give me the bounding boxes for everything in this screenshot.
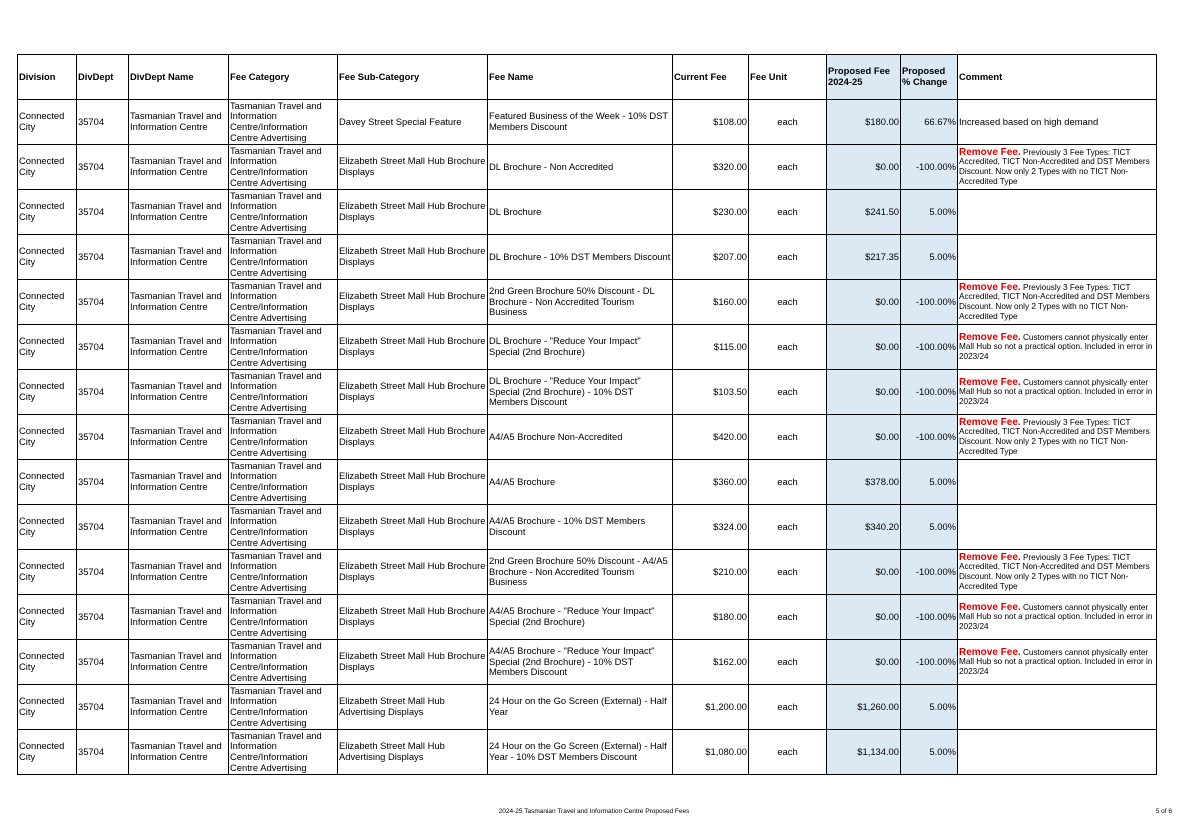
cell-current-fee: $320.00 [673, 145, 749, 190]
cell-divdept-name: Tasmanian Travel and Information Centre [129, 145, 229, 190]
cell-proposed-fee: $0.00 [827, 550, 901, 595]
cell-fee-category: Tasmanian Travel and Information Centre/Information Centre Advertising [229, 460, 338, 505]
cell-fee-category: Tasmanian Travel and Information Centre/Information Centre Advertising [229, 325, 338, 370]
cell-fee-category: Tasmanian Travel and Information Centre/Information Centre Advertising [229, 595, 338, 640]
table-row [18, 595, 1157, 640]
comment-text: Previously 3 Fee Types: TICT Accredited, TICT Non-Accredited and DST Members Discount. Now only 2 Types with no TICT Non-Accredited Type [959, 417, 1150, 456]
cell-proposed-pct: -100.00% [901, 145, 958, 190]
cell-current-fee: $115.00 [673, 325, 749, 370]
cell-divdept-name: Tasmanian Travel and Information Centre [129, 100, 229, 145]
comment-text: Previously 3 Fee Types: TICT Accredited, TICT Non-Accredited and DST Members Discount. Now only 2 Types with no TICT Non-Accredited Type [959, 282, 1150, 321]
cell-fee-subcategory: Davey Street Special Feature [338, 100, 488, 145]
remove-fee-label: Remove Fee. [959, 331, 1021, 343]
cell-comment [958, 190, 1157, 235]
cell-proposed-fee: $1,134.00 [827, 730, 901, 775]
cell-division: Connected City [18, 595, 77, 640]
cell-proposed-fee: $241.50 [827, 190, 901, 235]
cell-comment [958, 415, 1157, 460]
comment-text: Customers cannot physically enter Mall Hub so not a practical option. Included in error in 2023/24 [959, 647, 1153, 676]
cell-divdept-name: Tasmanian Travel and Information Centre [129, 370, 229, 415]
table-row [18, 235, 1157, 280]
cell-fee-unit: each [749, 235, 827, 280]
cell-fee-unit: each [749, 550, 827, 595]
comment-text: Customers cannot physically enter Mall Hub so not a practical option. Included in error in 2023/24 [959, 377, 1153, 406]
cell-current-fee: $360.00 [673, 460, 749, 505]
remove-fee-label: Remove Fee. [959, 646, 1021, 658]
cell-proposed-pct: -100.00% [901, 640, 958, 685]
cell-divdept-name: Tasmanian Travel and Information Centre [129, 415, 229, 460]
cell-proposed-fee: $0.00 [827, 640, 901, 685]
cell-proposed-fee: $0.00 [827, 325, 901, 370]
cell-proposed-fee: $0.00 [827, 415, 901, 460]
cell-divdept-name: Tasmanian Travel and Information Centre [129, 730, 229, 775]
table-row [18, 190, 1157, 235]
cell-proposed-pct: -100.00% [901, 370, 958, 415]
cell-divdept: 35704 [77, 190, 129, 235]
cell-current-fee: $230.00 [673, 190, 749, 235]
cell-current-fee: $1,200.00 [673, 685, 749, 730]
cell-fee-name: DL Brochure - "Reduce Your Impact" Special (2nd Brochure) - 10% DST Members Discount [488, 370, 673, 415]
cell-fee-unit: each [749, 100, 827, 145]
cell-fee-subcategory: Elizabeth Street Mall Hub Advertising Displays [338, 685, 488, 730]
header-proposed-pct: Proposed % Change [901, 55, 958, 100]
cell-fee-unit: each [749, 640, 827, 685]
table-row [18, 325, 1157, 370]
cell-fee-unit: each [749, 145, 827, 190]
cell-comment [958, 235, 1157, 280]
cell-fee-name: DL Brochure - 10% DST Members Discount [488, 235, 673, 280]
cell-proposed-fee: $0.00 [827, 280, 901, 325]
cell-current-fee: $162.00 [673, 640, 749, 685]
footer-title: 2024-25 Tasmanian Travel and Information Centre Proposed Fees [498, 808, 690, 815]
table-row [18, 685, 1157, 730]
cell-fee-category: Tasmanian Travel and Information Centre/Information Centre Advertising [229, 685, 338, 730]
header-fee-subcategory: Fee Sub-Category [338, 55, 488, 100]
cell-current-fee: $324.00 [673, 505, 749, 550]
cell-proposed-fee: $340.20 [827, 505, 901, 550]
cell-division: Connected City [18, 730, 77, 775]
cell-fee-subcategory: Elizabeth Street Mall Hub Brochure Displays [338, 235, 488, 280]
cell-divdept-name: Tasmanian Travel and Information Centre [129, 190, 229, 235]
comment-text: Previously 3 Fee Types: TICT Accredited, TICT Non-Accredited and DST Members Discount. Now only 2 Types with no TICT Non-Accredited Type [959, 147, 1150, 186]
cell-division: Connected City [18, 370, 77, 415]
cell-fee-category: Tasmanian Travel and Information Centre/Information Centre Advertising [229, 415, 338, 460]
header-comment: Comment [958, 55, 1157, 100]
cell-fee-name: 2nd Green Brochure 50% Discount - A4/A5 Brochure - Non Accredited Tourism Business [488, 550, 673, 595]
cell-comment [958, 100, 1157, 145]
cell-divdept-name: Tasmanian Travel and Information Centre [129, 280, 229, 325]
fees-table [17, 54, 1157, 775]
cell-proposed-pct: -100.00% [901, 280, 958, 325]
cell-fee-subcategory: Elizabeth Street Mall Hub Brochure Displays [338, 370, 488, 415]
cell-divdept: 35704 [77, 415, 129, 460]
cell-fee-name: DL Brochure [488, 190, 673, 235]
remove-fee-label: Remove Fee. [959, 376, 1021, 388]
cell-current-fee: $108.00 [673, 100, 749, 145]
cell-fee-subcategory: Elizabeth Street Mall Hub Brochure Displays [338, 460, 488, 505]
cell-comment [958, 595, 1157, 640]
cell-divdept-name: Tasmanian Travel and Information Centre [129, 595, 229, 640]
table-row [18, 145, 1157, 190]
cell-fee-category: Tasmanian Travel and Information Centre/Information Centre Advertising [229, 190, 338, 235]
cell-fee-name: DL Brochure - Non Accredited [488, 145, 673, 190]
remove-fee-label: Remove Fee. [959, 146, 1021, 158]
cell-fee-name: 2nd Green Brochure 50% Discount - DL Brochure - Non Accredited Tourism Business [488, 280, 673, 325]
cell-fee-unit: each [749, 415, 827, 460]
cell-comment [958, 325, 1157, 370]
cell-division: Connected City [18, 685, 77, 730]
cell-divdept-name: Tasmanian Travel and Information Centre [129, 325, 229, 370]
cell-fee-subcategory: Elizabeth Street Mall Hub Brochure Displays [338, 550, 488, 595]
cell-divdept: 35704 [77, 100, 129, 145]
cell-fee-subcategory: Elizabeth Street Mall Hub Brochure Displays [338, 505, 488, 550]
cell-proposed-pct: -100.00% [901, 550, 958, 595]
cell-divdept: 35704 [77, 505, 129, 550]
cell-current-fee: $160.00 [673, 280, 749, 325]
cell-division: Connected City [18, 460, 77, 505]
cell-divdept: 35704 [77, 280, 129, 325]
header-fee-name: Fee Name [488, 55, 673, 100]
table-row [18, 370, 1157, 415]
cell-fee-unit: each [749, 280, 827, 325]
header-row [18, 55, 1157, 100]
cell-comment [958, 730, 1157, 775]
cell-fee-category: Tasmanian Travel and Information Centre/Information Centre Advertising [229, 640, 338, 685]
header-division: Division [18, 55, 77, 100]
cell-divdept-name: Tasmanian Travel and Information Centre [129, 505, 229, 550]
cell-fee-subcategory: Elizabeth Street Mall Hub Brochure Displays [338, 415, 488, 460]
header-current-fee: Current Fee [673, 55, 749, 100]
cell-fee-name: 24 Hour on the Go Screen (External) - Half Year [488, 685, 673, 730]
cell-proposed-pct: -100.00% [901, 415, 958, 460]
cell-proposed-fee: $180.00 [827, 100, 901, 145]
cell-comment [958, 460, 1157, 505]
cell-divdept: 35704 [77, 325, 129, 370]
cell-comment [958, 145, 1157, 190]
cell-proposed-pct: 5.00% [901, 685, 958, 730]
cell-division: Connected City [18, 550, 77, 595]
table-row [18, 550, 1157, 595]
remove-fee-label: Remove Fee. [959, 551, 1021, 563]
cell-fee-subcategory: Elizabeth Street Mall Hub Brochure Displays [338, 595, 488, 640]
cell-fee-subcategory: Elizabeth Street Mall Hub Brochure Displays [338, 145, 488, 190]
cell-divdept-name: Tasmanian Travel and Information Centre [129, 235, 229, 280]
cell-fee-name: Featured Business of the Week - 10% DST Members Discount [488, 100, 673, 145]
cell-fee-subcategory: Elizabeth Street Mall Hub Brochure Displays [338, 280, 488, 325]
cell-fee-unit: each [749, 595, 827, 640]
cell-fee-name: A4/A5 Brochure - 10% DST Members Discount [488, 505, 673, 550]
cell-comment [958, 505, 1157, 550]
cell-fee-name: A4/A5 Brochure - "Reduce Your Impact" Special (2nd Brochure) [488, 595, 673, 640]
cell-fee-unit: each [749, 685, 827, 730]
comment-text: Previously 3 Fee Types: TICT Accredited, TICT Non-Accredited and DST Members Discount. Now only 2 Types with no TICT Non-Accredited Type [959, 552, 1150, 591]
cell-current-fee: $1,080.00 [673, 730, 749, 775]
cell-comment [958, 280, 1157, 325]
cell-current-fee: $420.00 [673, 415, 749, 460]
cell-proposed-pct: 5.00% [901, 730, 958, 775]
cell-proposed-fee: $378.00 [827, 460, 901, 505]
cell-divdept: 35704 [77, 460, 129, 505]
cell-fee-unit: each [749, 370, 827, 415]
cell-fee-unit: each [749, 730, 827, 775]
table-row [18, 730, 1157, 775]
cell-divdept: 35704 [77, 145, 129, 190]
remove-fee-label: Remove Fee. [959, 601, 1021, 613]
header-fee-unit: Fee Unit [749, 55, 827, 100]
cell-fee-unit: each [749, 325, 827, 370]
cell-division: Connected City [18, 505, 77, 550]
cell-division: Connected City [18, 280, 77, 325]
cell-fee-name: A4/A5 Brochure - "Reduce Your Impact" Special (2nd Brochure) - 10% DST Members Discount [488, 640, 673, 685]
cell-proposed-pct: 5.00% [901, 505, 958, 550]
table-row [18, 640, 1157, 685]
comment-text: Customers cannot physically enter Mall Hub so not a practical option. Included in error in 2023/24 [959, 602, 1153, 631]
cell-comment [958, 685, 1157, 730]
cell-proposed-fee: $0.00 [827, 370, 901, 415]
cell-current-fee: $207.00 [673, 235, 749, 280]
cell-division: Connected City [18, 640, 77, 685]
remove-fee-label: Remove Fee. [959, 281, 1021, 293]
cell-comment [958, 370, 1157, 415]
cell-fee-subcategory: Elizabeth Street Mall Hub Brochure Displays [338, 190, 488, 235]
cell-fee-name: 24 Hour on the Go Screen (External) - Half Year - 10% DST Members Discount [488, 730, 673, 775]
cell-division: Connected City [18, 325, 77, 370]
cell-fee-category: Tasmanian Travel and Information Centre/Information Centre Advertising [229, 370, 338, 415]
cell-divdept: 35704 [77, 595, 129, 640]
table-row [18, 505, 1157, 550]
table-row [18, 415, 1157, 460]
comment-text: Increased based on high demand [959, 115, 1099, 127]
cell-divdept-name: Tasmanian Travel and Information Centre [129, 685, 229, 730]
cell-proposed-pct: -100.00% [901, 325, 958, 370]
cell-divdept: 35704 [77, 370, 129, 415]
fee-rows [18, 100, 1157, 775]
cell-divdept: 35704 [77, 640, 129, 685]
table-row [18, 280, 1157, 325]
cell-division: Connected City [18, 100, 77, 145]
cell-fee-subcategory: Elizabeth Street Mall Hub Advertising Displays [338, 730, 488, 775]
cell-proposed-pct: 5.00% [901, 190, 958, 235]
cell-divdept-name: Tasmanian Travel and Information Centre [129, 640, 229, 685]
cell-fee-name: A4/A5 Brochure [488, 460, 673, 505]
cell-fee-category: Tasmanian Travel and Information Centre/Information Centre Advertising [229, 280, 338, 325]
cell-fee-category: Tasmanian Travel and Information Centre/Information Centre Advertising [229, 235, 338, 280]
table-row [18, 460, 1157, 505]
cell-fee-subcategory: Elizabeth Street Mall Hub Brochure Displays [338, 325, 488, 370]
cell-proposed-fee: $0.00 [827, 145, 901, 190]
cell-current-fee: $210.00 [673, 550, 749, 595]
cell-fee-category: Tasmanian Travel and Information Centre/Information Centre Advertising [229, 100, 338, 145]
cell-fee-category: Tasmanian Travel and Information Centre/Information Centre Advertising [229, 730, 338, 775]
cell-proposed-fee: $0.00 [827, 595, 901, 640]
cell-proposed-pct: 5.00% [901, 235, 958, 280]
cell-fee-unit: each [749, 190, 827, 235]
cell-divdept-name: Tasmanian Travel and Information Centre [129, 550, 229, 595]
cell-division: Connected City [18, 190, 77, 235]
cell-proposed-pct: 66.67% [901, 100, 958, 145]
cell-fee-name: A4/A5 Brochure Non-Accredited [488, 415, 673, 460]
comment-text: Customers cannot physically enter Mall Hub so not a practical option. Included in error in 2023/24 [959, 332, 1153, 361]
cell-proposed-fee: $1,260.00 [827, 685, 901, 730]
remove-fee-label: Remove Fee. [959, 416, 1021, 428]
cell-divdept: 35704 [77, 235, 129, 280]
cell-fee-name: DL Brochure - "Reduce Your Impact" Special (2nd Brochure) [488, 325, 673, 370]
cell-fee-category: Tasmanian Travel and Information Centre/Information Centre Advertising [229, 505, 338, 550]
header-divdept: DivDept [77, 55, 129, 100]
cell-divdept-name: Tasmanian Travel and Information Centre [129, 460, 229, 505]
cell-fee-unit: each [749, 505, 827, 550]
cell-proposed-pct: 5.00% [901, 460, 958, 505]
cell-fee-category: Tasmanian Travel and Information Centre/Information Centre Advertising [229, 550, 338, 595]
cell-proposed-fee: $217.35 [827, 235, 901, 280]
header-proposed-fee: Proposed Fee 2024-25 [827, 55, 901, 100]
cell-comment [958, 640, 1157, 685]
cell-fee-category: Tasmanian Travel and Information Centre/Information Centre Advertising [229, 145, 338, 190]
cell-proposed-pct: -100.00% [901, 595, 958, 640]
cell-division: Connected City [18, 415, 77, 460]
cell-divdept: 35704 [77, 685, 129, 730]
cell-current-fee: $180.00 [673, 595, 749, 640]
cell-current-fee: $103.50 [673, 370, 749, 415]
cell-divdept: 35704 [77, 730, 129, 775]
cell-division: Connected City [18, 235, 77, 280]
cell-fee-subcategory: Elizabeth Street Mall Hub Brochure Displays [338, 640, 488, 685]
cell-divdept: 35704 [77, 550, 129, 595]
cell-comment [958, 550, 1157, 595]
page-number: 5 of 6 [1155, 808, 1172, 815]
table-row [18, 100, 1157, 145]
header-divdept-name: DivDept Name [129, 55, 229, 100]
cell-fee-unit: each [749, 460, 827, 505]
header-fee-category: Fee Category [229, 55, 338, 100]
cell-division: Connected City [18, 145, 77, 190]
